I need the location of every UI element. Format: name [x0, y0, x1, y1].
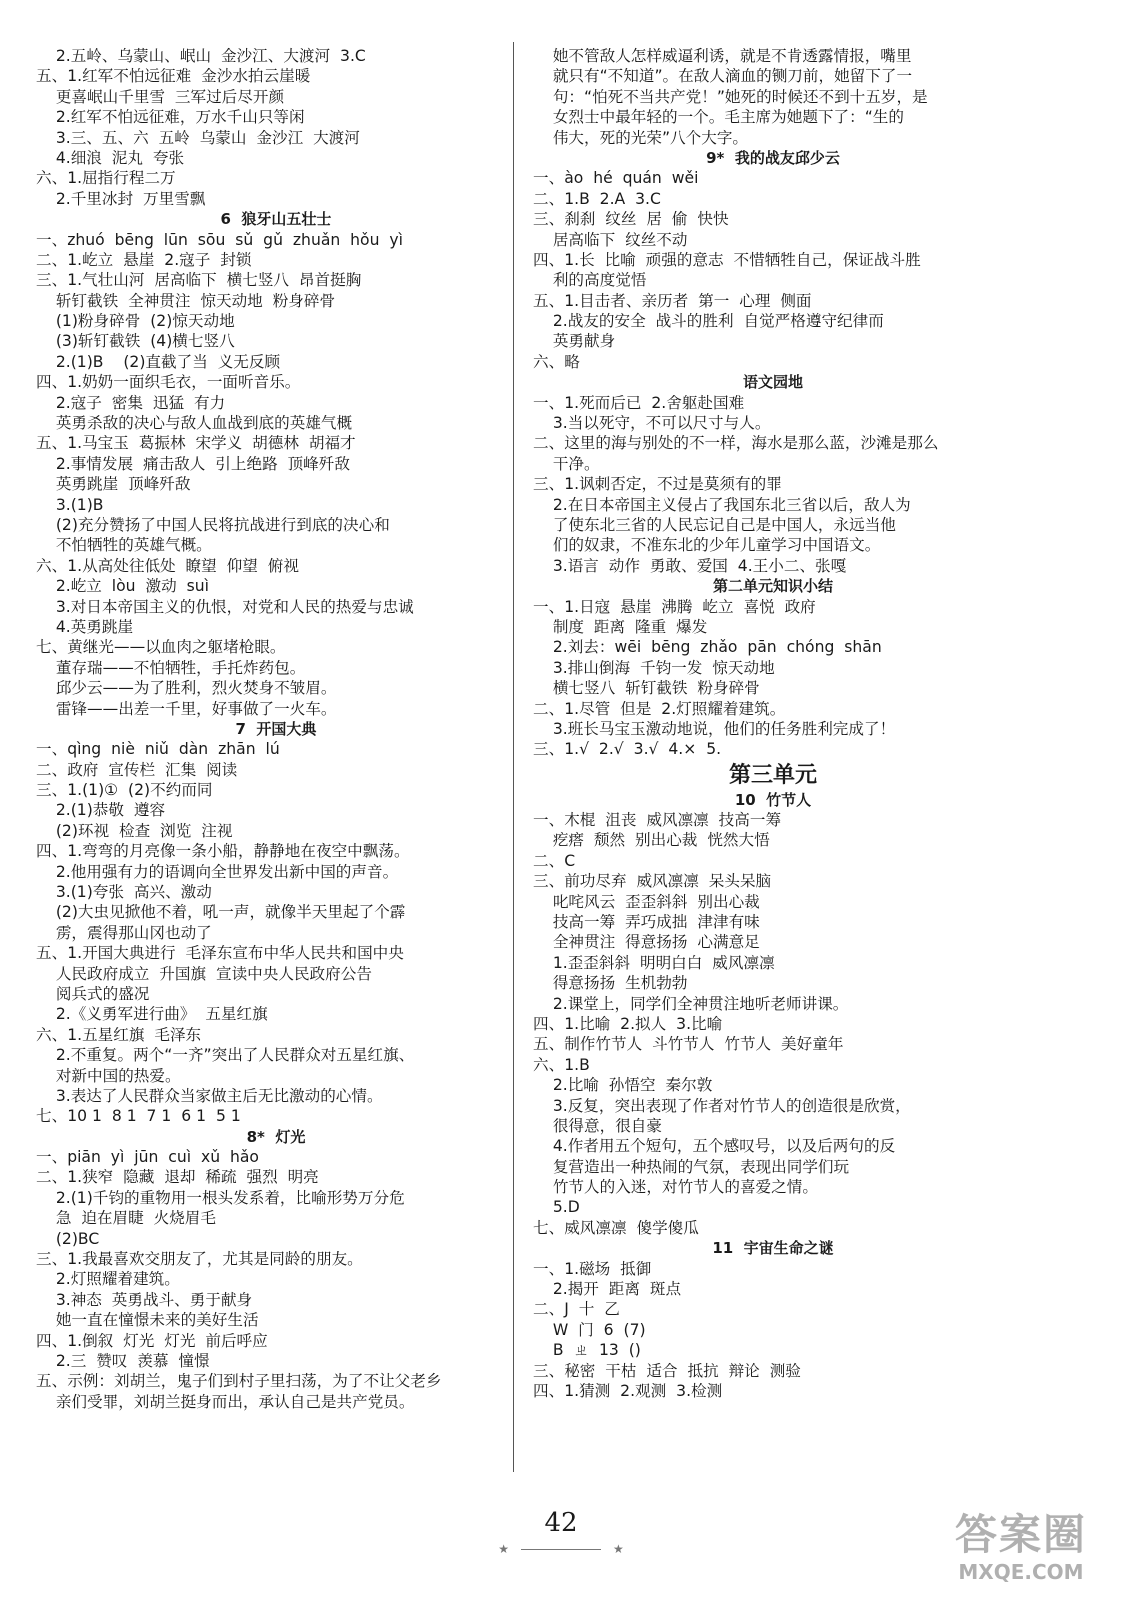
answer-line: 3.语言 动作 勇敢、爱国 4.王小二、张嘎 — [533, 556, 847, 575]
answer-line: (2)BC — [36, 1229, 100, 1248]
answer-line: 五、1.马宝玉 葛振林 宋学义 胡德林 胡福才 — [36, 434, 356, 453]
answer-line: 4.细浪 泥丸 夸张 — [36, 148, 185, 167]
answer-line: 全神贯注 得意扬扬 心满意足 — [533, 933, 760, 952]
answer-line: 更喜岷山千里雪 三军过后尽开颜 — [36, 87, 285, 106]
answer-line: 2.比喻 孙悟空 秦尔敦 — [533, 1076, 713, 1095]
answer-line: 三、1.(1)① (2)不约而同 — [36, 781, 213, 800]
watermark-logo — [936, 1510, 1106, 1590]
answer-line: 六、1.五星红旗 毛泽东 — [36, 1025, 202, 1044]
answer-line: 雳，震得那山冈也动了 — [36, 923, 212, 942]
answer-line: (1)粉身碎骨 (2)惊天动地 — [36, 312, 235, 331]
answer-line: (2)环视 检查 浏览 注视 — [36, 821, 233, 840]
answer-line: 3.三、五、六 五岭 乌蒙山 金沙江 大渡河 — [36, 128, 360, 147]
answer-line: 二、1.尽管 但是 2.灯照耀着建筑。 — [533, 699, 786, 718]
answer-line: B ㄓ 13 () — [533, 1341, 641, 1360]
answer-line: 技高一筹 弄巧成拙 津津有味 — [533, 913, 760, 932]
answer-line: 5.D — [533, 1198, 580, 1217]
answer-line: 七、威风凛凛 傻学傻瓜 — [533, 1218, 699, 1237]
answer-line: 3.(1)B — [36, 495, 104, 514]
answer-line: 一、1.死而后已 2.舍躯赴国难 — [533, 393, 745, 412]
answer-line: W 门 6 (7) — [533, 1320, 646, 1339]
star-icon: ★ — [498, 1542, 509, 1556]
unit-heading: 第三单元 — [728, 761, 817, 788]
answer-line: (2)大虫见掀他不着，吼一声，就像半天里起了个霹 — [36, 903, 406, 922]
section-title: 11 宇宙生命之谜 — [712, 1239, 834, 1258]
answer-line: 二、1.狭窄 隐藏 退却 稀疏 强烈 明亮 — [36, 1168, 319, 1187]
answer-line: 一、1.日寇 悬崖 沸腾 屹立 喜悦 政府 — [533, 597, 816, 616]
answer-line: 四、1.倒叙 灯光 灯光 前后呼应 — [36, 1331, 268, 1350]
answer-line: 得意扬扬 生机勃勃 — [533, 974, 688, 993]
answer-line: 五、1.目击者、亲历者 第一 心理 侧面 — [533, 291, 812, 310]
answer-line: 2.屹立 lòu 激动 suì — [36, 577, 209, 596]
answer-line: 2.五岭、乌蒙山、岷山 金沙江、大渡河 3.C — [36, 47, 366, 65]
answer-line: 三、秘密 干枯 适合 抵抗 辩论 测验 — [533, 1361, 801, 1380]
watermark-url: MXQE.COM — [958, 1560, 1084, 1584]
answer-line: 4.英勇跳崖 — [36, 617, 134, 636]
answer-line: 七、黄继光——以血肉之躯堵枪眼。 — [36, 638, 286, 657]
answer-line: 就只有“不知道”。在敌人滴血的铡刀前，她留下了一 — [533, 67, 913, 86]
answer-line: 2.三 赞叹 羡慕 憧憬 — [36, 1352, 210, 1370]
answer-line: 三、1.√ 2.√ 3.√ 4.× 5. — [533, 740, 722, 759]
answer-line: 五、1.开国大典进行 毛泽东宣布中华人民共和国中央 — [36, 944, 404, 963]
answer-line: 2.事情发展 痛击敌人 引上绝路 顶峰歼敌 — [36, 454, 350, 473]
column-divider — [513, 42, 514, 1472]
answer-line: 横七竖八 斩钉截铁 粉身碎骨 — [533, 679, 760, 698]
answer-line: 二、C — [533, 851, 576, 870]
answer-line: 雷锋——出差一千里，好事做了一火车。 — [36, 699, 337, 718]
answer-line: 一、1.磁场 抵御 — [533, 1259, 652, 1278]
answer-line: 阅兵式的盛况 — [36, 984, 150, 1003]
answer-line: 董存瑞——不怕牺牲，手托炸药包。 — [36, 658, 306, 677]
answer-line: 四、1.比喻 2.拟人 3.比喻 — [533, 1014, 723, 1033]
answer-line: 斩钉截铁 全神贯注 惊天动地 粉身碎骨 — [36, 291, 336, 310]
answer-line: 句：“怕死不当共产党！”她死的时候还不到十五岁，是 — [533, 87, 928, 106]
answer-line: 女烈士中最年轻的一个。毛主席为她题下了：“生的 — [533, 108, 904, 127]
answer-line: 她一直在憧憬未来的美好生活 — [36, 1311, 259, 1330]
answer-line: 四、1.猜测 2.观测 3.检测 — [533, 1382, 723, 1400]
section-title: 7 开国大典 — [235, 719, 317, 738]
answer-line: 二、这里的海与别处的不一样，海水是那么蓝，沙滩是那么 — [533, 434, 939, 453]
answer-line: 对新中国的热爱。 — [36, 1066, 181, 1085]
answer-line: 三、1.气壮山河 居高临下 横七竖八 昂首挺胸 — [36, 271, 362, 290]
answer-line: 四、1.奶奶一面织毛衣，一面听音乐。 — [36, 373, 301, 392]
answer-line: 疙瘩 颓然 别出心裁 恍然大悟 — [533, 831, 770, 850]
answer-line: 一、qìng niè niǔ dàn zhān lú — [36, 740, 280, 759]
answer-line: 4.作者用五个短句，五个感叹号，以及后两句的反 — [533, 1137, 896, 1156]
page-number: 42 — [544, 1508, 578, 1538]
answer-line: 复营造出一种热闹的气氛，表现出同学们玩 — [533, 1157, 850, 1176]
answer-line: 了使东北三省的人民忘记自己是中国人，永远当他 — [533, 515, 896, 534]
section-title: 第二单元知识小结 — [712, 577, 833, 596]
answer-line: 伟大，死的光荣”八个大字。 — [533, 128, 749, 147]
answer-line: 二、政府 宣传栏 汇集 阅读 — [36, 760, 238, 779]
answer-line: 2.《义勇军进行曲》 五星红旗 — [36, 1005, 268, 1024]
section-title: 9* 我的战友邱少云 — [706, 148, 840, 167]
answer-line: 她不管敌人怎样威逼利诱，就是不肯透露情报，嘴里 — [533, 47, 912, 65]
answer-line: 很得意，很自豪 — [533, 1116, 662, 1135]
answer-line: 一、zhuó bēng lūn sōu sǔ gǔ zhuǎn hǒu yì — [36, 230, 403, 249]
answer-line: 六、略 — [533, 352, 580, 371]
answer-line: (3)斩钉截铁 (4)横七竖八 — [36, 332, 235, 351]
section-title: 语文园地 — [742, 373, 803, 392]
answer-line: 五、制作竹节人 斗竹节人 竹节人 美好童年 — [533, 1035, 844, 1054]
answer-line: 3.神态 英勇战斗、勇于献身 — [36, 1290, 253, 1309]
answer-line: 英勇杀敌的决心与敌人血战到底的英雄气概 — [36, 414, 353, 433]
left-column — [36, 46, 516, 1412]
answer-line: 二、1.B 2.A 3.C — [533, 189, 661, 208]
answer-line: 2.在日本帝国主义侵占了我国东北三省以后，敌人为 — [533, 495, 911, 514]
answer-line: 制度 距离 隆重 爆发 — [533, 617, 708, 636]
answer-line: 英勇跳崖 顶峰歼敌 — [36, 475, 191, 494]
answer-line: 二、J 十 乙 — [533, 1300, 620, 1319]
footer-rule — [521, 1549, 601, 1550]
answer-line: 四、1.长 比喻 顽强的意志 不惜牺牲自己，保证战斗胜 — [533, 250, 921, 269]
answer-line: 竹节人的入迷，对竹节人的喜爱之情。 — [533, 1178, 818, 1197]
answer-line: 一、木棍 沮丧 威风凛凛 技高一筹 — [533, 811, 782, 830]
answer-line: 二、1.屹立 悬崖 2.寇子 封锁 — [36, 250, 252, 269]
answer-line: 三、1.讽刺否定，不过是莫须有的罪 — [533, 475, 782, 494]
answer-line: 2.(1)B (2)直截了当 义无反顾 — [36, 352, 281, 371]
answer-line: 3.排山倒海 千钧一发 惊天动地 — [533, 658, 775, 677]
answer-line: 六、1.B — [533, 1055, 590, 1074]
answer-line: 七、10 1 8 1 7 1 6 1 5 1 — [36, 1107, 241, 1126]
answer-line: 叱咤风云 歪歪斜斜 别出心裁 — [533, 892, 760, 911]
answer-line: 干净。 — [533, 454, 600, 473]
answer-line: 六、1.屈指行程二万 — [36, 169, 176, 188]
answer-line: 2.千里冰封 万里雪飘 — [36, 189, 206, 208]
section-title: 10 竹节人 — [734, 790, 812, 809]
answer-line: 3.当以死守，不可以尺寸与人。 — [533, 414, 771, 433]
answer-line: 利的高度觉悟 — [533, 271, 647, 290]
answer-line: 们的奴隶，不准东北的少年儿童学习中国语文。 — [533, 536, 881, 555]
answer-line: 2.战友的安全 战斗的胜利 自觉严格遵守纪律而 — [533, 312, 884, 331]
answer-line: 人民政府成立 升国旗 宣读中央人民政府公告 — [36, 964, 372, 983]
answer-line: 3.(1)夸张 高兴、激动 — [36, 883, 212, 902]
answer-line: 2.灯照耀着建筑。 — [36, 1270, 180, 1289]
answer-line: 3.表达了人民群众当家做主后无比激动的心情。 — [36, 1086, 383, 1105]
answer-line: 2.不重复。两个“一齐”突出了人民群众对五星红旗、 — [36, 1046, 415, 1065]
answer-line: 亲们受罪，刘胡兰挺身而出，承认自己是共产党员。 — [36, 1392, 415, 1411]
answer-line: 急 迫在眉睫 火烧眉毛 — [36, 1209, 216, 1228]
answer-line: 不怕牺牲的英雄气概。 — [36, 536, 212, 555]
answer-line: 2.寇子 密集 迅猛 有力 — [36, 393, 226, 412]
watermark-chars: 答案圈 — [954, 1510, 1087, 1559]
answer-line: 3.班长马宝玉激动地说，他们的任务胜利完成了！ — [533, 719, 896, 738]
answer-line: 2.揭开 距离 斑点 — [533, 1280, 682, 1299]
star-icon: ★ — [613, 1542, 624, 1556]
answer-line: 2.红军不怕远征难，万水千山只等闲 — [36, 108, 305, 127]
answer-line: 四、1.弯弯的月亮像一条小船，静静地在夜空中飘荡。 — [36, 842, 410, 861]
answer-line: 英勇献身 — [533, 332, 616, 351]
answer-line: 2.课堂上，同学们全神贯注地听老师讲课。 — [533, 994, 849, 1013]
section-title: 6 狼牙山五壮士 — [220, 210, 332, 229]
right-column — [533, 46, 1013, 1401]
answer-line: 三、刹刹 纹丝 居 偷 快快 — [533, 210, 729, 229]
answer-line: 六、1.从高处往低处 瞭望 仰望 俯视 — [36, 556, 299, 575]
answer-line: 三、前功尽弃 威风凛凛 呆头呆脑 — [533, 872, 772, 891]
answer-line: 五、示例：刘胡兰，鬼子们到村子里扫荡，为了不让父老乡 — [36, 1372, 442, 1391]
answer-line: 一、piān yì jūn cuì xǔ hǎo — [36, 1148, 259, 1167]
answer-line: 1.歪歪斜斜 明明白白 威风凛凛 — [533, 953, 775, 972]
answer-line: 五、1.红军不怕远征难 金沙水拍云崖暖 — [36, 67, 311, 86]
answer-line: 2.刘去：wēi bēng zhǎo pān chóng shān — [533, 638, 882, 657]
answer-line: (2)充分赞扬了中国人民将抗战进行到底的决心和 — [36, 515, 390, 534]
answer-line: 一、ào hé quán wěi — [533, 169, 699, 188]
section-title: 8* 灯光 — [246, 1127, 306, 1146]
answer-line: 2.他用强有力的语调向全世界发出新中国的声音。 — [36, 862, 399, 881]
answer-line: 三、1.我最喜欢交朋友了，尤其是同龄的朋友。 — [36, 1250, 363, 1269]
answer-line: 邱少云——为了胜利，烈火焚身不皱眉。 — [36, 679, 337, 698]
answer-line: 居高临下 纹丝不动 — [533, 230, 688, 249]
answer-line: 2.(1)恭敬 遵容 — [36, 801, 166, 820]
answer-line: 3.反复，突出表现了作者对竹节人的创造很是欣赏， — [533, 1096, 911, 1115]
answer-line: 2.(1)千钧的重物用一根头发系着，比喻形势万分危 — [36, 1188, 405, 1207]
answer-line: 3.对日本帝国主义的仇恨，对党和人民的热爱与忠诚 — [36, 597, 414, 616]
